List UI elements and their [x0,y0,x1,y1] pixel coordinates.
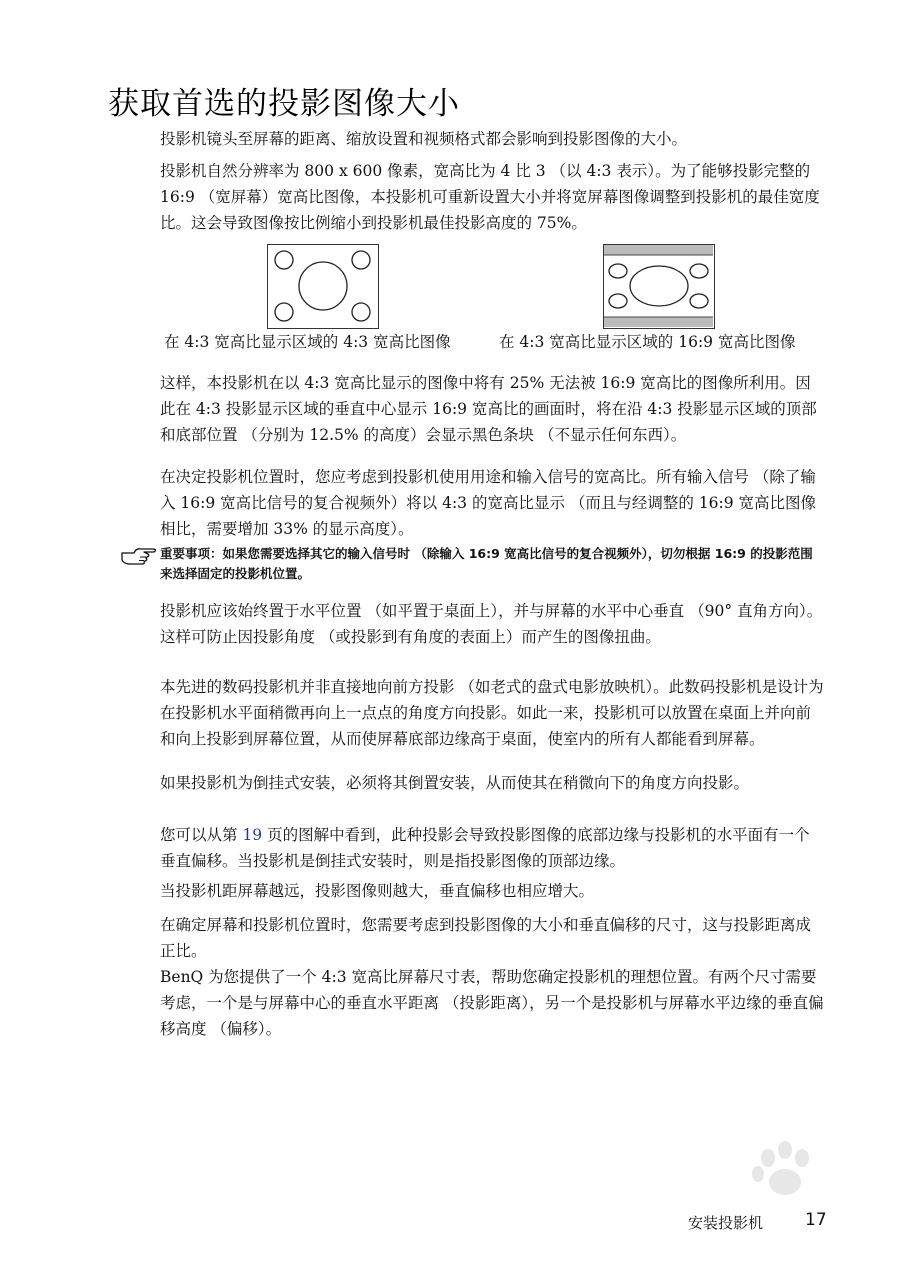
paragraph-placement: 在决定投影机位置时，您应考虑到投影机使用用途和输入信号的宽高比。所有输入信号 （除了输入 16:9 宽高比信号的复合视频外）将以 4:3 的宽高比显示 （而且与经调整的 16:9 宽高比图像相比，需要增加 33% 的显示高度）。 [160,468,817,538]
center-circle [299,262,347,310]
paragraph-black-bars: 这样，本投影机在以 4:3 宽高比显示的图像中将有 25% 无法被 16:9 宽高比的图像所利用。因此在 4:3 投影显示区域的垂直中心显示 16:9 宽高比的画面时，将在沿 4:3 投影显示区域的顶部和底部位置 （分别为 12.5% 的高度）会显示黑色条块 （不显示任何东西）。 [160,374,817,444]
corner-ellipse [690,294,708,308]
paragraph-resolution: 投影机自然分辨率为 800 x 600 像素，宽高比为 4 比 3 （以 4:3 表示）。为了能够投影完整的 16:9 （宽屏幕）宽高比图像，本投影机可重新设置大小并将宽屏幕图像调整到投影机的最佳宽度比。这会导致图像按比例缩小到投影机最佳投影高度的 75%。 [160,162,820,232]
corner-ellipse [609,264,627,278]
paragraph-intro: 投影机镜头至屏幕的距离、缩放设置和视频格式都会影响到投影图像的大小。 [160,130,688,148]
top-band [604,245,713,255]
figure-4-3-in-4-3 [267,244,379,329]
corner-circle [275,303,293,321]
page-19-link[interactable]: 19 [242,826,263,844]
paragraph-proportional: 在确定屏幕和投影机位置时，您需要考虑到投影图像的大小和垂直偏移的尺寸，这与投影距离成正比。 [160,916,812,960]
footer-page-number: 17 [805,1210,827,1230]
footer-section-title: 安装投影机 [688,1214,764,1232]
bottom-band [604,317,713,327]
corner-ellipse [690,264,708,278]
pointing-hand-icon [120,545,158,565]
caption-16-9: 在 4:3 宽高比显示区域的 16:9 宽高比图像 [499,333,796,351]
caption-4-3: 在 4:3 宽高比显示区域的 4:3 宽高比图像 [164,333,451,351]
paragraph-benq-table: BenQ 为您提供了一个 4:3 宽高比屏幕尺寸表，帮助您确定投影机的理想位置。有两个尺寸需要考虑，一个是与屏幕中心的垂直水平距离 （投影距离），另一个是投影机与屏幕水平边缘的垂直偏移高度 （偏移）。 [160,968,824,1038]
paragraph-ceiling: 如果投影机为倒挂式安装，必须将其倒置安装，从而使其在稍微向下的角度方向投影。 [160,774,750,792]
corner-circle [352,303,370,321]
corner-ellipse [609,294,627,308]
paragraph-distance: 当投影机距屏幕越远，投影图像则越大，垂直偏移也相应增大。 [160,882,595,900]
corner-circle [275,251,293,269]
page-title: 获取首选的投影图像大小 [108,86,460,122]
figure-16-9-in-4-3 [603,244,715,329]
paragraph-angle: 本先进的数码投影机并非直接地向前方投影 （如老式的盘式电影放映机）。此数码投影机是设计为在投影机水平面稍微再向上一点点的角度方向投影。如此一来，投影机可以放置在桌面上并向前和向上投影到屏幕位置，从而使屏幕底部边缘高于桌面，使室内的所有人都能看到屏幕。 [160,678,824,748]
paragraph-level: 投影机应该始终置于水平位置 （如平置于桌面上），并与屏幕的水平中心垂直 （90° 直角方向）。这样可防止因投影角度 （或投影到有角度的表面上）而产生的图像扭曲。 [160,602,823,646]
paragraph-offset-text-1: 您可以从第 [160,826,243,844]
figure-16-9-drawing [604,245,713,327]
corner-circle [352,251,370,269]
paragraph-offset [160,822,825,874]
important-note: 重要事项：如果您需要选择其它的输入信号时 （除输入 16:9 宽高比信号的复合视频外），切勿根据 16:9 的投影范围来选择固定的投影机位置。 [160,546,813,581]
baidu-watermark-icon [640,1140,850,1250]
center-ellipse [630,266,688,306]
paragraph-offset-text-2: 页的图解中看到，此种投影会导致投影图像的底部边缘与投影机的水平面有一个垂直偏移。当投影机是倒挂式安装时，则是指投影图像的顶部边缘。 [160,826,810,870]
figure-4-3-drawing [268,245,377,327]
